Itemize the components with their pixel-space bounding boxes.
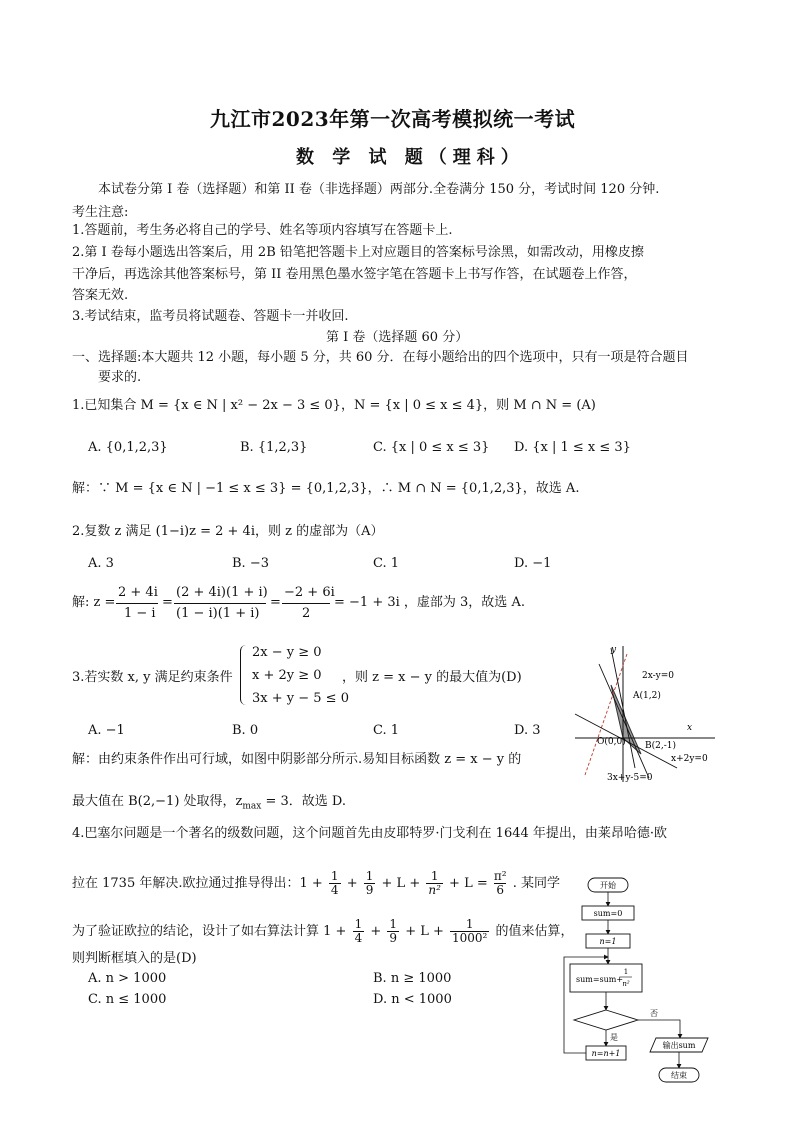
point-a-label: A(1,2)	[633, 691, 661, 701]
init-sum-label: sum=0	[593, 909, 623, 918]
q2-option-a: A. 3	[88, 556, 114, 571]
end-label: 结束	[671, 1071, 687, 1080]
notice-item-2a: 2.第 I 卷每小题选出答案后，用 2B 铅笔把答题卡上对应题目的答案标号涂黑，如需改动，用橡皮擦	[72, 245, 644, 260]
algorithm-flowchart	[558, 872, 728, 1090]
q4-option-c: C. n ≤ 1000	[88, 992, 167, 1007]
q3-option-d: D. 3	[514, 723, 541, 738]
q3-constraint-2: x + 2y ≥ 0	[252, 668, 322, 683]
line2-label: x+2y=0	[671, 754, 708, 764]
q1-stem: 1.已知集合 M = {x ∈ N | x² − 2x − 3 ≤ 0}，N = {x | 0 ≤ x ≤ 4}，则 M ∩ N = (A)	[72, 398, 596, 413]
q2-frac1-num: 2 + 4i	[118, 585, 158, 600]
q2-stem: 2.复数 z 满足 (1−i)z = 2 + 4i，则 z 的虚部为（A）	[72, 524, 384, 539]
q2-frac2-den: (1 − i)(1 + i)	[176, 606, 260, 621]
q2-solution-prefix: 解: z =	[72, 595, 116, 610]
fraction-bar	[116, 603, 158, 604]
q2-solution-suffix: = −1 + 3i ，虚部为 3，故选 A.	[334, 595, 525, 610]
q3-solution-line2: 最大值在 B(2,−1) 处取得，$z_{max} = 3$．故选 D.	[72, 794, 347, 812]
q2-option-b: B. −3	[232, 556, 269, 571]
q3-option-a: A. −1	[88, 723, 125, 738]
q1-option-d: D. {x | 1 ≤ x ≤ 3}	[514, 440, 631, 455]
exam-subtitle: 数 学 试 题（理科）	[296, 147, 525, 168]
q3-option-b: B. 0	[232, 723, 259, 738]
equals-sign: =	[162, 595, 173, 610]
q1-option-a: A. {0,1,2,3}	[88, 440, 168, 455]
q4-line3: 为了验证欧拉的结论，设计了如右算法计算 $1 + \frac{1}{4} + \frac{1}{9} + L + \frac{1}{\text{1000²}}$ 的值来估算，	[72, 917, 574, 946]
notice-heading: 考生注意:	[72, 205, 129, 220]
yes-label: 是	[610, 1033, 618, 1042]
q4-option-b: B. n ≥ 1000	[373, 971, 452, 986]
fraction-bar	[282, 603, 330, 604]
notice-item-2b: 干净后，再选涂其他答案标号，第 II 卷用黑色墨水签字笔在答题卡上书写作答，在试题卷上作答，	[72, 267, 637, 282]
q4-option-a: A. n > 1000	[88, 971, 167, 986]
fraction-bar	[174, 603, 266, 604]
section-instructions-cont: 要求的.	[98, 370, 142, 385]
update-frac-den: n²	[622, 980, 630, 988]
q3-constraint-3: 3x + y − 5 ≤ 0	[252, 691, 349, 706]
q3-stem-prefix: 3.若实数 x, y 满足约束条件	[72, 670, 233, 685]
q2-frac3-den: 2	[302, 606, 311, 621]
q3-constraint-1: 2x − y ≥ 0	[252, 645, 322, 660]
q4-line1: 4.巴塞尔问题是一个著名的级数问题，这个问题首先由皮耶特罗·门戈利在 1644 年提出，由莱昂哈德·欧	[72, 826, 668, 841]
equals-sign: =	[270, 595, 281, 610]
init-n-label: n=1	[599, 937, 617, 946]
no-label: 否	[650, 1009, 658, 1018]
q2-frac1-den: 1 − i	[124, 606, 156, 621]
section-heading: 第 I 卷（选择题 60 分）	[326, 330, 469, 345]
notice-item-3: 3.考试结束，监考员将试题卷、答题卡一并收回.	[72, 309, 349, 324]
y-axis-label: y	[611, 645, 617, 655]
q3-solution-line1: 解：由约束条件作出可行域，如图中阴影部分所示.易知目标函数 z = x − y 的	[72, 752, 522, 767]
q1-option-c: C. {x | 0 ≤ x ≤ 3}	[373, 440, 490, 455]
feasible-region-figure	[565, 640, 720, 785]
point-b-label: B(2,-1)	[645, 741, 676, 751]
q4-line2: 拉在 1735 年解决.欧拉通过推导得出：$1 + \frac{1}{4} + \frac{1}{9} + L + \frac{1}{\text{n²}} + L = \frac{\text{π²}}{6}$ . 某同学	[72, 869, 560, 898]
no-branch-arrow	[638, 1020, 680, 1038]
q3-option-c: C. 1	[373, 723, 400, 738]
q3-stem-suffix: ，则 z = x − y 的最大值为(D)	[342, 670, 522, 685]
origin-label: O(0,0)	[597, 737, 626, 747]
q4-line4: 则判断框填入的是(D)	[72, 951, 197, 966]
q1-solution: 解：∵ M = {x ∈ N | −1 ≤ x ≤ 3} = {0,1,2,3}，∴ M ∩ N = {0,1,2,3}，故选 A.	[72, 481, 580, 496]
exam-title: 九江市2023年第一次高考模拟统一考试	[210, 107, 576, 131]
intro-line: 本试卷分第 I 卷（选择题）和第 II 卷（非选择题）两部分.全卷满分 150 分，考试时间 120 分钟.	[98, 182, 660, 197]
q2-option-c: C. 1	[373, 556, 400, 571]
x-axis-label: x	[687, 723, 693, 733]
increment-label: n=n+1	[591, 1049, 621, 1058]
q2-frac3-num: −2 + 6i	[284, 585, 335, 600]
q1-option-b: B. {1,2,3}	[240, 440, 308, 455]
decision-diamond	[574, 1010, 638, 1030]
q4-option-d: D. n < 1000	[373, 992, 452, 1007]
q2-frac2-num: (2 + 4i)(1 + i)	[176, 585, 268, 600]
update-label: sum=sum+	[576, 975, 624, 984]
line-3x-y-5	[599, 664, 649, 778]
output-label: 输出sum	[662, 1041, 696, 1050]
update-frac-num: 1	[623, 968, 629, 976]
q2-option-d: D. −1	[514, 556, 552, 571]
notice-item-2c: 答案无效.	[72, 288, 129, 303]
constraint-brace	[240, 645, 249, 705]
start-label: 开始	[600, 881, 616, 890]
notice-item-1: 1.答题前，考生务必将自己的学号、姓名等项内容填写在答题卡上.	[72, 223, 453, 238]
line3-label: 3x+y-5=0	[607, 773, 653, 783]
section-instructions: 一、选择题:本大题共 12 小题，每小题 5 分，共 60 分．在每小题给出的四个选项中，只有一项是符合题目	[72, 350, 689, 365]
line1-label: 2x-y=0	[642, 671, 675, 681]
